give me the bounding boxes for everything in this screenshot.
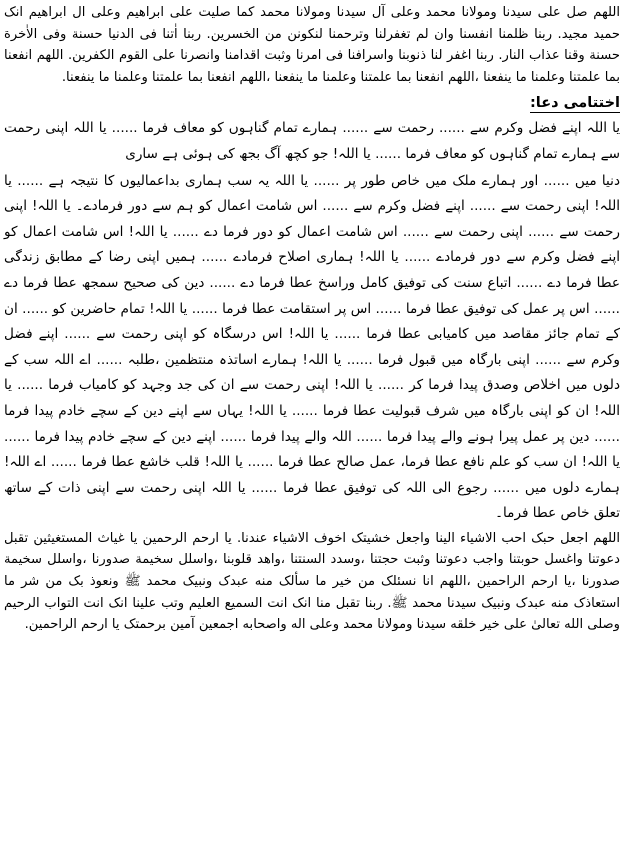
heading-text: اختتامی دعا: (530, 95, 620, 112)
document-page (4, 2, 620, 838)
arabic-dua-paragraph: اللهم اجعل حبک احب الاشیاء الینا واجعل خشیتک اخوف الاشیاء عندنا. یا ارحم الرحمین یا غیاث المستغیثین تقبل دعوتنا واغسل حوبتنا واجب دعوتنا وثبت حجتنا ،وسدد السنتنا ،واهد قلوبنا ،واسلل سخیمة صدورنا ،واسلل سخیمة صدورنا ،یا ارحم الراحمین ،اللهم انا نسئلک من خیر ما سألک منه عبدک ونبیک محمد ﷺ ونعوذ بک من شر ما استعاذک منه عبدک ونبیک سیدنا محمد ﷺ. ربنا تقبل منا انک انت السمیع العلیم وتب علینا انک انت التواب الرحیم وصلی الله تعالیٰ علی خیر خلقه سیدنا ومولانا محمد وعلی اله واصحابه اجمعین آمین برحمتک یا ارحم الراحمین. (4, 530, 620, 633)
section-heading (4, 92, 620, 114)
urdu-dua-paragraph-1: یا اللہ اپنے فضل وکرم سے ...... رحمت سے ...... ہمارے تمام گناہوں کو معاف فرما ...... یا اللہ اپنی رحمت سے ہمارے تمام گناہوں کو معاف فرما ...... یا اللہ! جو کچھ آگ بجھ کی ہوئی ہے ساری (4, 120, 620, 162)
arabic-durood-paragraph: اللهم صل علی سیدنا ومولانا محمد وعلی آل سیدنا ومولانا محمد کما صلیت علی ابراهیم وعلی ال ابراهیم انک حمید مجید. ربنا ظلمنا انفسنا وان لم تغفرلنا وترحمنا لنکونن من الخسرین. ربنا اٰتنا فی الدنیا حسنة وفی الاٰخرة حسنة وقنا عذاب النار. ربنا اغفر لنا ذنوبنا واسرافنا فی امرنا وثبت اقدامنا وانصرنا علی القوم الکفرین. اللهم انفعنا بما علمتنا وعلمنا ما ینفعنا ،اللهم انفعنا بما علمتنا وعلمنا ما ینفعنا ،اللهم انفعنا بما علمتنا وعلمنا ما ینفعنا. (4, 5, 620, 85)
urdu-dua-paragraph-2: دنیا میں ...... اور ہمارے ملک میں خاص طور پر ...... یا اللہ یہ سب ہماری بداعمالیوں کا نتیجہ ہے ...... یا اللہ! اپنی رحمت سے ...... اپنے فضل وکرم سے ...... اس شامت اعمال کو ہم سے دور فرمادے۔ یا اللہ! اپنی رحمت سے ...... اپنی رحمت سے ...... اس شامت اعمال کو دور فرما دے ...... یا اللہ! اس شامت اعمال کو اپنے فضل وکرم سے دور فرمادے ...... یا اللہ! ہماری اصلاح فرمادے ...... ہمیں اپنی رضا کے مطابق زندگی عطا فرما دے ...... اتباع سنت کی توفیق کامل وراسخ عطا فرما دے ...... دین کی صحیح سمجھ عطا فرما دے ...... اس پر عمل کی توفیق عطا فرما ...... اس پر استقامت عطا فرما ...... یا اللہ! تمام حاضرین کو ...... ان کے تمام جائز مقاصد میں کامیابی عطا فرما ...... یا اللہ! اس درسگاہ کو اپنی رحمت سے ...... اپنے فضل وکرم سے ...... اپنی بارگاہ میں قبول فرما ...... یا اللہ! ہمارے اساتذہ منتظمین ،طلبہ ...... اے اللہ سب کے دلوں میں اخلاص وصدق پیدا فرما کر ...... یا اللہ! اپنی رحمت سے ان کی جد وجہد کو کامیاب فرما ...... یا اللہ! ان کو اپنی بارگاہ میں شرف قبولیت عطا فرما ...... یا اللہ! یہاں سے اپنے دین کے سچے خادم پیدا فرما ...... دین پر عمل پیرا ہونے والے پیدا فرما ...... اللہ والے پیدا فرما ...... اپنے دین کے سچے خادم پیدا فرما ...... یا اللہ! ان سب کو علم نافع عطا فرما، عمل صالح عطا فرما ...... یا اللہ! قلب خاشع عطا فرما ...... اے اللہ! ہمارے دلوں میں ...... رجوع الی اللہ کی توفیق عطا فرما ...... یا اللہ اپنی رحمت سے اپنی ذات کے ساتھ تعلق خاص عطا فرما۔ (4, 172, 620, 522)
